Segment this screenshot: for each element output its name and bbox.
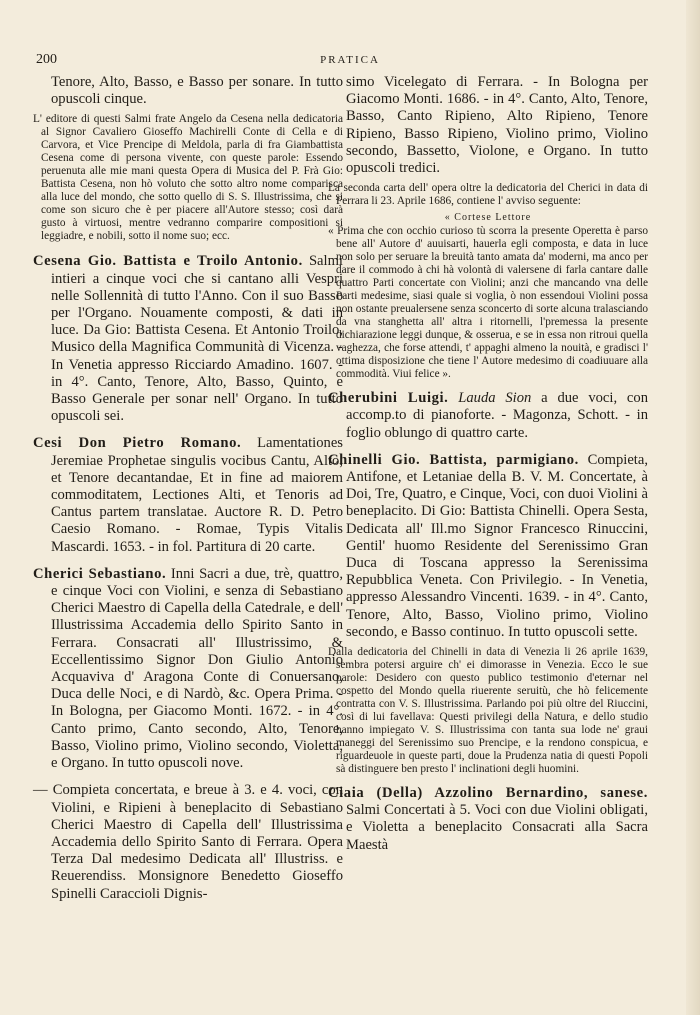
entry-cesena [33, 253, 343, 425]
entry-text: Salmi Concertati à 5. Voci con due Violini obligati, e Violetta a beneplacito Consacrati alla Sacra Maestà [346, 802, 648, 853]
entry-text: a due voci, con accomp.to di pianoforte. - Magonza, Schott. - in foglio oblungo di quattro carte. [346, 390, 648, 441]
entry-name: Cherubini Luigi. [328, 390, 449, 407]
entry-text: Salmi intieri a cinque voci che si cantano alli Vespri nelle Sollennità di tutto l'Anno. Con il suo Basso per l'Organo. Nouamente composti, & dati in luce. Da Gio: Battista Cesena. Et Antonio Troilo, Musico della Magnifica Communità di Vicenza. - In Venetia appresso Ricciardo Amadino. 1607. - in 4°. Canto, Tenore, Alto, Basso, Quinto, e Basso Generale per sonar nell' Organo. In tutto opuscoli sei. [51, 253, 343, 425]
right-column [328, 74, 648, 854]
entry-cherubini [328, 390, 648, 442]
entry-cherici [33, 566, 343, 772]
page-number: 200 [36, 52, 57, 67]
entry-name: Chinelli Gio. Battista, parmigiano. [328, 451, 579, 468]
entry-cherici-compieta: — Compieta concertata, e breue à 3. e 4. voci, con Violini, e Ripieni à beneplacito di Sebastiano Cherici Maestro di Capella dell' Illustrissima Accademia dello Spirito Santo di Ferrara. Opera Terza Dal medesimo Dedicata all' Illustriss. e Reuerendiss. Monsignore Benedetto Gioseffo Spinelli Caraccioli Dignis- [33, 782, 343, 902]
entry-text: Compieta, Antifone, et Letaniae della B. V. M. Concertate, à Doi, Tre, Quatro, e Cinque, Voci, con duoi Violini à beneplacito. Di Gio: Battista Chinelli. Opera Sesta, Dedicata all' Ill.mo Signor Francesco Rinuccini, Gentil' huomo Residente del Serenissimo Gran Duca di Toscana appresso la Serenissima Repubblica Veneta. Con Privilegio. - In Venetia, appresso Alessandro Vincenti. 1639. - in 4°. Canto, Tenore, Alto, Basso, Violino primo, Violino secondo, e Basso continuo. In tutto opuscoli sette. [346, 451, 648, 640]
running-header [30, 52, 670, 72]
entry-name: Cesi Don Pietro Romano. [33, 435, 242, 452]
entry-cesi [33, 435, 343, 555]
left-column [33, 74, 343, 903]
entry-continuation: simo Vicelegato di Ferrara. - In Bologna per Giacomo Monti. 1686. - in 4°. Canto, Alto, Tenore, Basso, Canto Ripieno, Alto Ripieno, Tenore Ripieno, Basso Ripieno, Violino primo, Violino secondo, Bassetto, Violone, e Organo. In tutto opuscoli tredici. [346, 74, 648, 177]
editor-note: L' editore di questi Salmi frate Angelo da Cesena nella dedicatoria al Signor Cavaliero Gioseffo Machirelli Conte di Cella e di Carvora, et Vice Prencipe di Meldola, parla di fra Giambattista Cesena come di persona vivente, con queste parole: Essendo peruenuta alle mie mani questa Opera di Musica del P. Frà Gio: Battista Cesena, non hò voluto che sotto altro nome comparisca alla luce del mondo, che sotto quello di S. S. Illustrissima, che si come son sicuro che è per piacere all'Autore stesso; così darà gusto à virtuosi, mentre vedranno comparire compositioni si leggiadre, e nobili, sotto il nome suo; ecc. [33, 113, 343, 243]
entry-ciaia [328, 785, 648, 854]
entry-chinelli [328, 452, 648, 641]
entry-continuation: Tenore, Alto, Basso, e Basso per sonare. In tutto opuscoli cinque. [51, 74, 343, 108]
entry-name: Cesena Gio. Battista e Troilo Antonio. [33, 253, 303, 270]
reader-notice-quote: « Prima che con occhio curioso tù scorra la presente Operetta è parso bene all' Autore d' auuisarti, hauerla egli composta, e data in luce non solo per seruare la breuità tanto amata da' moderni, ma anco per dare il commodo à chi hà volontà di valersene di farla cantare dalle quattro Parti concertate con Violini; anzi che mancando vna delle Parti medesime, siasi quale si voglia, ò non essendoui Violini possa non ostante preualersene senza sconcerto di sorte alcuna tralasciando da vna stanghetta all' altra i ritornelli, l'premessa la presente dichiarazione leggi dunque, & osserua, e se in essa non ritroui quella vaghezza, che forse attendi, t' appaghi almeno la nouità, e gradisci l' ottima disposizione che tiene l' Autore medesimo di coadiuuare alla commodità. Viui felice ». [328, 225, 648, 381]
entry-name: Cherici Sebastiano. [33, 565, 167, 582]
entry-text: Inni Sacri a due, trè, quattro, e cinque Voci con Violini, e senza di Sebastiano Cherici Maestro di Capella della Catedrale, e dell' Illustrissima Accademia dello Spirito Santo in Ferrara. Consacrati all' Illustrissimo, & Eccellentissimo Signor Don Giulio Antonio Acquaviva d' Aragona Conte di Conuersano, Duca delle Noci, e di Nardò, &c. Opera Prima. - In Bologna, per Giacomo Monti. 1672. - in 4°. Canto primo, Canto secondo, Alto, Tenore, Basso, Violino primo, Violino secondo, Violetta, e Organo. In tutto opuscoli nove. [51, 565, 343, 772]
entry-text: Lamentationes Jeremiae Prophetae singulis vocibus Cantu, Alto, et Tenore decantandae, Et in fine ad maiorem commoditatem, Lectiones Alti, et Tenoris ad Cantus partem translatae. Auctore R. D. Petro Caesio Romano. - Romae, Typis Vitalis Mascardi. 1653. - in fol. Partitura di 20 carte. [51, 435, 343, 555]
dedication-note: Dalla dedicatoria del Chinelli in data di Venezia li 26 aprile 1639, sembra potersi arguire ch' ei dimorasse in Venezia. Ecco le sue parole: Desidero con questo publico testimonio d'eternar nel cospetto del Mondo quella riuerente seruitù, che hò felicemente contratta con V. S. Illustrissima. Parlando poi più oltre del Riuccini, così di lui favellava: Questi privilegi della Natura, e dello studio hanno impiegato V. S. Illustrissima con tanta sua lode ne' graui maneggi del Serenissimo suo Prencipe, e la rendono conspicua, e riguardeuole in queste parti, doue la Prudenza natia di questi Popoli sà distinguere ben presto l' inclinationi degli huomini. [328, 646, 648, 776]
work-title: Lauda Sion [458, 390, 532, 407]
edition-note: La seconda carta dell' opera oltre la dedicatoria del Cherici in data di Ferrara li 23. Aprile 1686, contiene l' avviso seguente: [328, 182, 648, 208]
page-edge [686, 0, 700, 1015]
running-title: PRATICA [320, 54, 380, 66]
entry-name: Ciaia (Della) Azzolino Bernardino, sanese. [328, 785, 648, 802]
quote-heading: « Cortese Lettore [444, 212, 532, 224]
